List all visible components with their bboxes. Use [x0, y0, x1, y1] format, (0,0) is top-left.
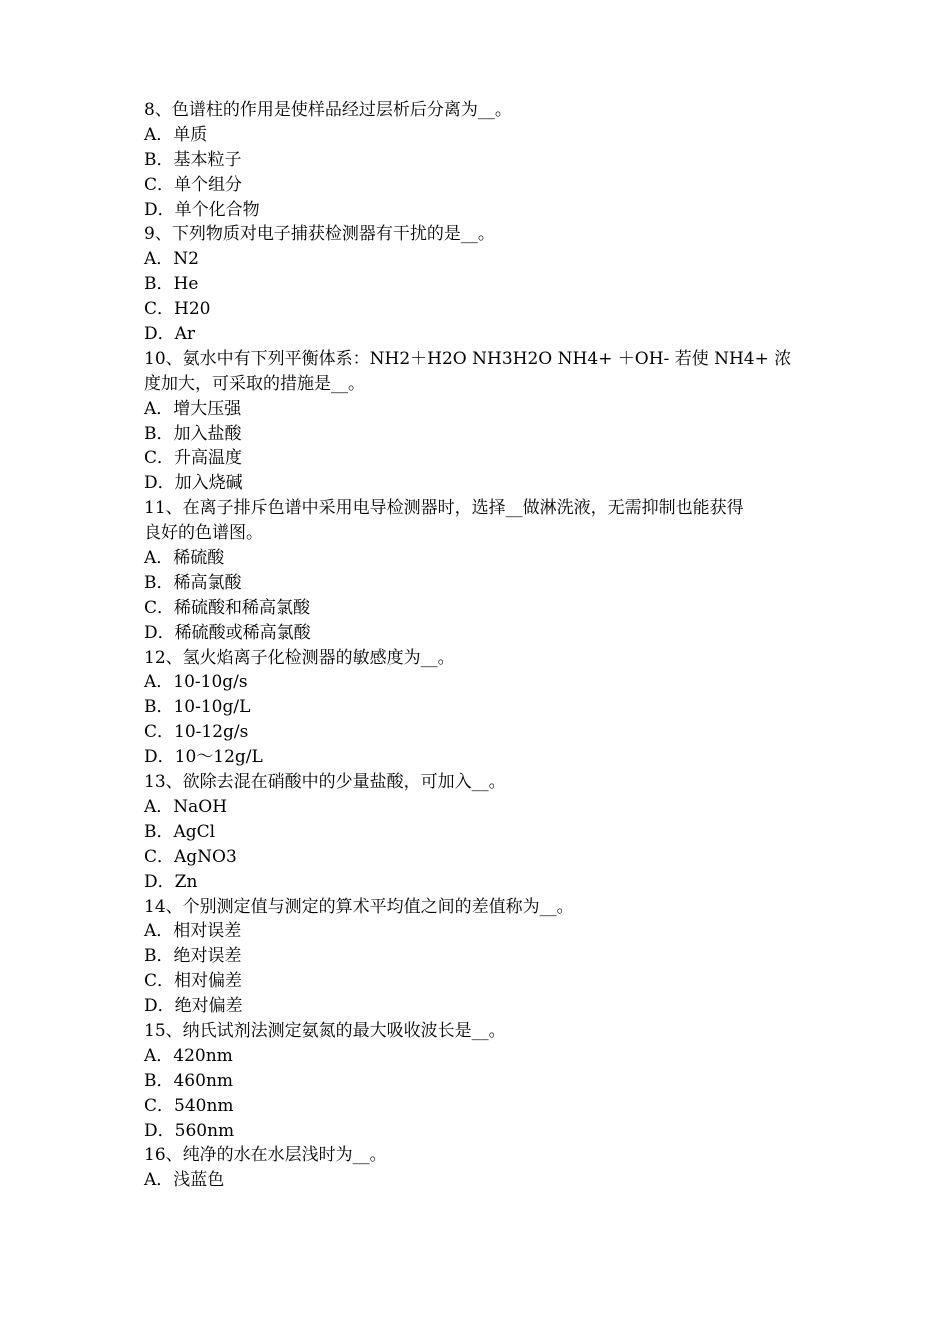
option-11d: D．稀硫酸或稀高氯酸 — [144, 622, 311, 643]
option-15d: D．560nm — [144, 1120, 235, 1141]
option-12c: C．10-12g/s — [144, 722, 249, 743]
option-14d: D．绝对偏差 — [144, 996, 243, 1017]
option-9c: C．H20 — [144, 299, 211, 320]
option-10c: C．升高温度 — [144, 448, 243, 469]
option-11b: B．稀高氯酸 — [144, 572, 242, 593]
option-15a: A．420nm — [144, 1045, 233, 1066]
question-12: 12、氢火焰离子化检测器的敏感度为__。 — [144, 647, 455, 668]
option-13d: D．Zn — [144, 871, 198, 892]
question-11-line-1: 11、在离子排斥色谱中采用电导检测器时，选择__做淋洗液，无需抑制也能获得 — [144, 498, 744, 519]
option-8b: B．基本粒子 — [144, 149, 242, 170]
option-12b: B．10-10g/L — [144, 697, 251, 718]
option-11c: C．稀硫酸和稀高氯酸 — [144, 597, 311, 618]
question-14: 14、个别测定值与测定的算术平均值之间的差值称为__。 — [144, 896, 574, 917]
question-16: 16、纯净的水在水层浅时为__。 — [144, 1145, 387, 1166]
option-14a: A．相对误差 — [144, 921, 242, 942]
option-9d: D．Ar — [144, 324, 196, 345]
question-9: 9、下列物质对电子捕获检测器有干扰的是__。 — [144, 224, 495, 245]
option-8d: D．单个化合物 — [144, 199, 260, 220]
option-11a: A．稀硫酸 — [144, 548, 225, 569]
option-16a: A．浅蓝色 — [144, 1170, 225, 1191]
question-13: 13、欲除去混在硝酸中的少量盐酸，可加入__。 — [144, 772, 506, 793]
option-14c: C．相对偏差 — [144, 971, 243, 992]
option-13a: A．NaOH — [144, 796, 228, 817]
option-9b: B．He — [144, 274, 199, 295]
document-page — [144, 98, 814, 1193]
question-10-line-2: 度加大，可采取的措施是__。 — [144, 373, 365, 394]
option-14b: B．绝对误差 — [144, 946, 242, 967]
option-13b: B．AgCl — [144, 821, 216, 842]
option-13c: C．AgNO3 — [144, 846, 237, 867]
option-10b: B．加入盐酸 — [144, 423, 242, 444]
option-15b: B．460nm — [144, 1070, 234, 1091]
option-8a: A．单质 — [144, 124, 208, 145]
question-10-line-1: 10、氨水中有下列平衡体系：NH2＋H2O NH3H2O NH4+ ＋OH- 若使 NH4+ 浓 — [144, 348, 792, 369]
question-8: 8、色谱柱的作用是使样品经过层析后分离为__。 — [144, 100, 512, 120]
option-9a: A．N2 — [144, 249, 199, 270]
question-15: 15、纳氏试剂法测定氨氮的最大吸收波长是__。 — [144, 1020, 506, 1041]
option-12d: D．10～12g/L — [144, 747, 263, 768]
option-12a: A．10-10g/s — [144, 672, 248, 693]
option-10d: D．加入烧碱 — [144, 473, 243, 494]
question-11-line-2: 良好的色谱图。 — [144, 523, 263, 544]
option-10a: A．增大压强 — [144, 398, 242, 419]
option-8c: C．单个组分 — [144, 174, 243, 195]
option-15c: C．540nm — [144, 1095, 234, 1116]
